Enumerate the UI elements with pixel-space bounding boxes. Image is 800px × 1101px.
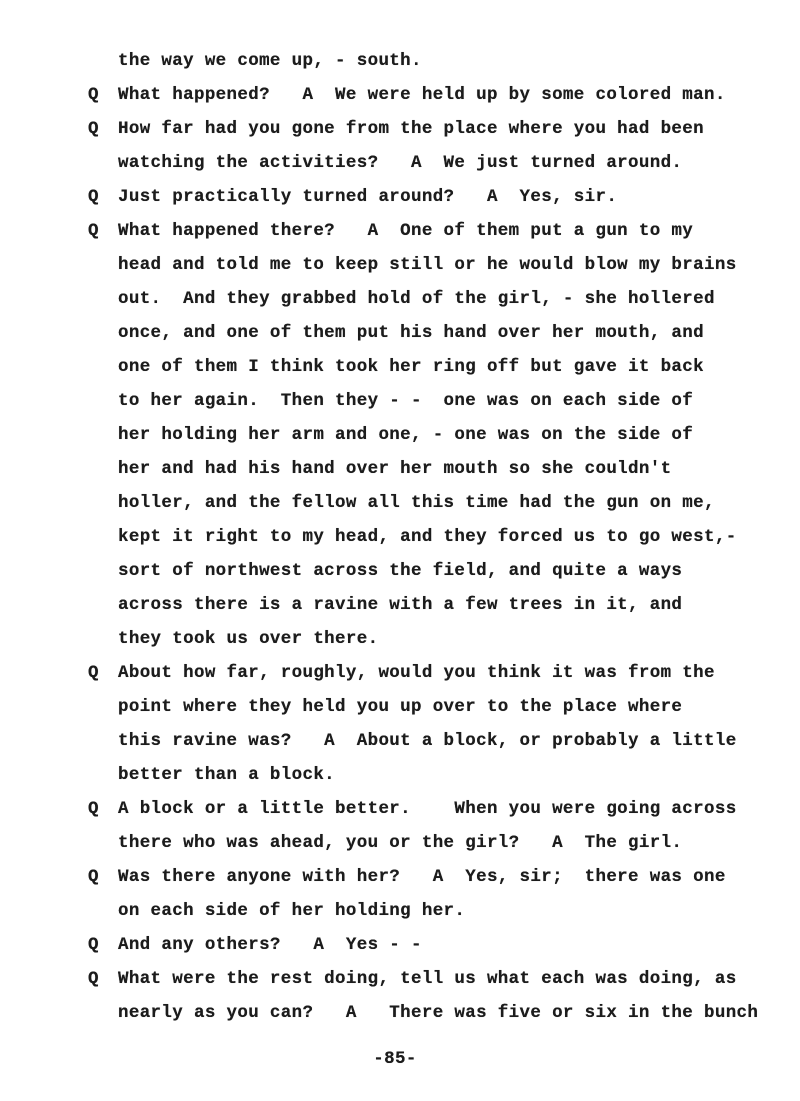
question-line: [88, 78, 780, 112]
line-text: her and had his hand over her mouth so she couldn't: [118, 459, 672, 479]
line-text: What were the rest doing, tell us what each was doing, as: [118, 969, 737, 989]
question-line: [88, 214, 780, 248]
line-text: sort of northwest across the field, and quite a ways: [118, 561, 683, 581]
line-text: A block or a little better. When you were going across: [118, 799, 737, 819]
q-marker: Q: [88, 935, 99, 955]
continuation-line: [88, 894, 780, 928]
line-text: they took us over there.: [118, 629, 379, 649]
q-marker: Q: [88, 969, 99, 989]
line-text: Just practically turned around? A Yes, sir.: [118, 187, 618, 207]
continuation-line: [88, 384, 780, 418]
continuation-line: [88, 554, 780, 588]
q-marker: Q: [88, 221, 99, 241]
line-text: nearly as you can? A There was five or six in the bunch: [118, 1003, 759, 1023]
continuation-line: [88, 724, 780, 758]
line-text: kept it right to my head, and they forced us to go west,-: [118, 527, 737, 547]
question-line: [88, 928, 780, 962]
line-text: once, and one of them put his hand over her mouth, and: [118, 323, 704, 343]
line-text: there who was ahead, you or the girl? A The girl.: [118, 833, 683, 853]
continuation-line: [88, 418, 780, 452]
q-marker: Q: [88, 119, 99, 139]
line-text: What happened? A We were held up by some colored man.: [118, 85, 726, 105]
question-line: [88, 656, 780, 690]
question-line: [88, 860, 780, 894]
continuation-line: [88, 146, 780, 180]
question-line: [88, 112, 780, 146]
continuation-line: [88, 588, 780, 622]
q-marker: Q: [88, 663, 99, 683]
question-line: [88, 962, 780, 996]
line-text: on each side of her holding her.: [118, 901, 466, 921]
continuation-line: [88, 622, 780, 656]
line-text: What happened there? A One of them put a gun to my: [118, 221, 694, 241]
line-text: better than a block.: [118, 765, 336, 785]
q-marker: Q: [88, 187, 99, 207]
continuation-line: [88, 248, 780, 282]
line-text: this ravine was? A About a block, or probably a little: [118, 731, 737, 751]
line-text: across there is a ravine with a few trees in it, and: [118, 595, 683, 615]
q-marker: Q: [88, 867, 99, 887]
continuation-line: [88, 826, 780, 860]
question-line: [88, 180, 780, 214]
line-text: the way we come up, - south.: [118, 51, 422, 71]
continuation-line: [88, 452, 780, 486]
line-text: point where they held you up over to the place where: [118, 697, 683, 717]
continuation-line: [88, 520, 780, 554]
continuation-line: [88, 996, 780, 1030]
line-text: holler, and the fellow all this time had the gun on me,: [118, 493, 715, 513]
continuation-line: [88, 758, 780, 792]
line-text: out. And they grabbed hold of the girl, - she hollered: [118, 289, 715, 309]
line-text: How far had you gone from the place where you had been: [118, 119, 704, 139]
continuation-line: [88, 486, 780, 520]
line-text: one of them I think took her ring off but gave it back: [118, 357, 704, 377]
question-line: [88, 792, 780, 826]
line-text: her holding her arm and one, - one was on the side of: [118, 425, 694, 445]
continuation-line: [88, 282, 780, 316]
q-marker: Q: [88, 799, 99, 819]
continuation-line: [88, 316, 780, 350]
q-marker: Q: [88, 85, 99, 105]
continuation-line: [88, 350, 780, 384]
transcript-lines: [88, 44, 780, 1030]
line-text: Was there anyone with her? A Yes, sir; there was one: [118, 867, 726, 887]
line-text: head and told me to keep still or he would blow my brains: [118, 255, 737, 275]
line-text: watching the activities? A We just turned around.: [118, 153, 683, 173]
line-text: About how far, roughly, would you think it was from the: [118, 663, 715, 683]
continuation-line: [88, 44, 780, 78]
page-number: -85-: [373, 1049, 417, 1069]
line-text: And any others? A Yes - -: [118, 935, 422, 955]
continuation-line: [88, 690, 780, 724]
line-text: to her again. Then they - - one was on each side of: [118, 391, 694, 411]
